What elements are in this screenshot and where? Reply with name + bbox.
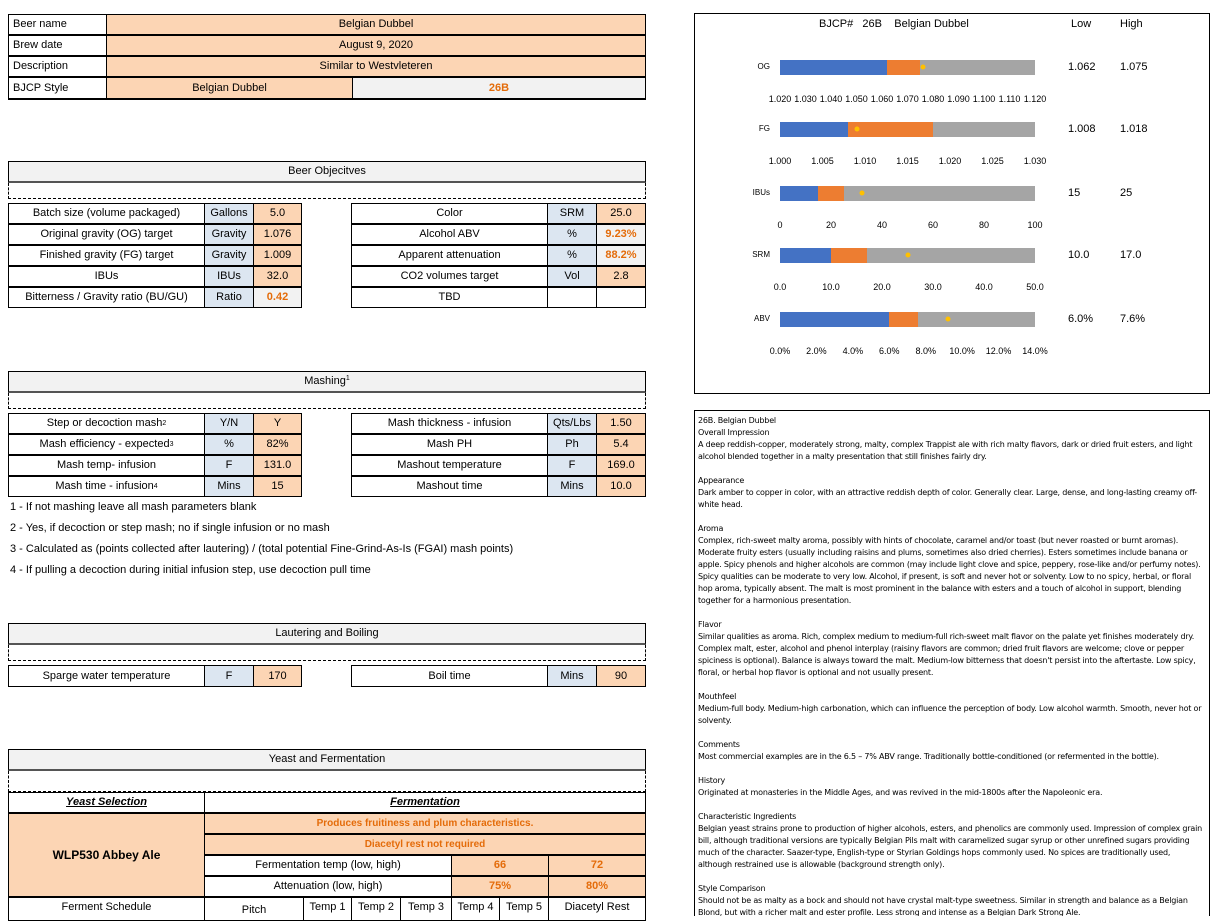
chart-tick-label: 8.0% <box>915 346 936 356</box>
mashout-temp-value[interactable]: 169.0 <box>596 455 646 476</box>
chart-tick-label: 1.010 <box>853 156 877 166</box>
chart-target-marker <box>920 65 925 70</box>
style-desc-text: A deep reddish-copper, moderately strong, malty, complex Trappist ale with rich malty flavors, dark or dried fruit esters, and light alcohol blended together in a malty presentation that still finishes fairly dry. <box>698 440 1193 461</box>
chart-tick-label: 0.0% <box>769 346 791 356</box>
style-desc-text: Similar qualities as aroma. Rich, complex medium to medium-full rich-sweet malt flavor on the palate yet finishes moderately dry. Complex malt, ester, alcohol and phenol interplay (raisiny flavors are common; dried fruit flavors are welcome; clove or pepper spiciness is optional). Balance is always toward the malt. Medium-low bitterness that doesn't persist into the aftertaste. Low spicy, floral, or herbal hop flavor is optional and not usually present. <box>698 632 1196 677</box>
chart-category-label: SRM <box>752 250 770 259</box>
chart-tick-label: 1.120 <box>1023 94 1047 104</box>
ferment-temp-label: Fermentation temp (low, high) <box>204 855 452 876</box>
yeast-note-2: Diacetyl rest not required <box>204 834 646 855</box>
fg-target-unit: Gravity <box>204 245 254 266</box>
style-desc-section <box>698 619 1206 679</box>
mashout-time-unit: Mins <box>547 476 597 497</box>
mash-time-value[interactable]: 15 <box>253 476 302 497</box>
mash-temp-value[interactable]: 131.0 <box>253 455 302 476</box>
style-desc-text: Should not be as malty as a bock and should not have crystal malt-type sweetness. Similar in strength and balance as a Belgian Blond, but with a richer malt and ester profile. Less strong and intense as a Belgian Dark Strong Ale. <box>698 896 1188 916</box>
style-desc-text: Belgian yeast strains prone to production of higher alcohols, esters, and phenolics are commonly used. Impression of complex grain bill, although traditional versions are typically Belgian Pils malt with caramelized sugar syrup or other unrefined sugars providing much of the character. Saazer-type, English-type or Styrian Goldings hops commonly used. No spices are traditionally used, although restrained use is allowable (background strength only). <box>698 824 1202 869</box>
tbd-value[interactable] <box>596 287 646 308</box>
mash-ph-value[interactable]: 5.4 <box>596 434 646 455</box>
mash-ph-unit: Ph <box>547 434 597 455</box>
style-desc-text: Originated at monasteries in the Middle Ages, and was revived in the mid-1800s after the Napoleonic era. <box>698 788 1103 797</box>
chart-tick-label: 10.0 <box>822 282 840 292</box>
style-desc-heading: Style Comparison <box>698 884 766 893</box>
boil-time-label: Boil time <box>351 665 548 687</box>
color-label: Color <box>351 203 548 224</box>
style-desc-heading: Comments <box>698 740 740 749</box>
style-desc-heading: Appearance <box>698 476 745 485</box>
step-mash-label <box>8 413 205 434</box>
chart-tick-label: 1.110 <box>998 94 1021 104</box>
mash-thickness-value[interactable]: 1.50 <box>596 413 646 434</box>
fg-target-label: Finished gravity (FG) target <box>8 245 205 266</box>
chart-bar-above-range <box>920 60 1035 75</box>
mash-temp-unit: F <box>204 455 254 476</box>
chart-tick-label: 40 <box>876 220 888 230</box>
schedule-col-temp1: Temp 1 <box>303 897 352 921</box>
chart-tick-label: 1.005 <box>811 156 834 166</box>
sparge-value[interactable]: 170 <box>253 665 302 687</box>
color-value[interactable]: 25.0 <box>596 203 646 224</box>
ibus-label: IBUs <box>8 266 205 287</box>
schedule-col-temp4: Temp 4 <box>451 897 500 921</box>
chart-low-value: 10.0 <box>1068 249 1090 261</box>
step-mash-value[interactable]: Y <box>253 413 302 434</box>
style-desc-section <box>698 523 1206 607</box>
chart-target-marker <box>905 253 910 258</box>
batch-size-unit: Gallons <box>204 203 254 224</box>
abv-value: 9.23% <box>596 224 646 245</box>
chart-bar-below-range <box>780 186 818 201</box>
mash-time-label-text: Mash time - infusion <box>55 480 154 492</box>
chart-tick-label: 4.0% <box>842 346 864 356</box>
chart-target-marker <box>854 127 859 132</box>
style-desc-heading: Characteristic Ingredients <box>698 812 797 821</box>
mashing-note-4: 4 - If pulling a decoction during initial infusion step, use decoction pull time <box>10 564 371 576</box>
mash-efficiency-label-text: Mash efficiency - expected <box>39 438 170 450</box>
chart-title-prefix: BJCP# <box>819 18 854 30</box>
mash-temp-label: Mash temp- infusion <box>8 455 205 476</box>
bu-gu-value: 0.42 <box>253 287 302 308</box>
chart-tick-label: 10.0% <box>949 346 975 356</box>
og-target-value[interactable]: 1.076 <box>253 224 302 245</box>
chart-tick-label: 60 <box>927 220 939 230</box>
color-unit: SRM <box>547 203 597 224</box>
mash-ph-label: Mash PH <box>351 434 548 455</box>
objectives-spacer <box>8 183 646 199</box>
style-desc-section <box>698 883 1206 916</box>
chart-tick-label: 1.100 <box>972 94 996 104</box>
og-target-label: Original gravity (OG) target <box>8 224 205 245</box>
co2-label: CO2 volumes target <box>351 266 548 287</box>
boil-time-value[interactable]: 90 <box>596 665 646 687</box>
mashout-time-value[interactable]: 10.0 <box>596 476 646 497</box>
chart-bar-above-range <box>918 312 1035 327</box>
mash-efficiency-unit: % <box>204 434 254 455</box>
chart-bar-style-range <box>887 60 920 75</box>
style-desc-section <box>698 775 1206 799</box>
co2-value[interactable]: 2.8 <box>596 266 646 287</box>
chart-category-label: FG <box>758 124 770 133</box>
chart-tick-label: 1.080 <box>921 94 945 104</box>
style-desc-sections <box>698 427 1206 916</box>
mash-time-label <box>8 476 205 497</box>
yeast-title: Yeast and Fermentation <box>8 749 646 771</box>
chart-bar-style-range <box>831 248 867 263</box>
chart-tick-label: 80 <box>978 220 990 230</box>
mashing-title-sup: 1 <box>345 375 350 382</box>
ferment-schedule-label: Ferment Schedule <box>8 897 205 921</box>
style-desc-heading: Flavor <box>698 620 722 629</box>
mash-thickness-label: Mash thickness - infusion <box>351 413 548 434</box>
bjcp-style-cell[interactable]: Belgian Dubbel <box>106 77 353 99</box>
chart-tick-label: 40.0 <box>975 282 993 292</box>
mashout-temp-unit: F <box>547 455 597 476</box>
chart-tick-label: 1.020 <box>768 94 792 104</box>
mashing-title-text: Mashing <box>304 375 346 387</box>
bu-gu-unit: Ratio <box>204 287 254 308</box>
mash-time-unit: Mins <box>204 476 254 497</box>
attenuation-low: 75% <box>451 876 549 897</box>
lautering-spacer <box>8 645 646 661</box>
chart-tick-label: 0 <box>777 220 783 230</box>
fg-target-value[interactable]: 1.009 <box>253 245 302 266</box>
beer-name-cell[interactable]: Belgian Dubbel <box>106 14 646 35</box>
yeast-note-1: Produces fruitiness and plum characteristics. <box>204 813 646 834</box>
chart-tick-label: 1.030 <box>794 94 817 104</box>
chart-high-value: 1.018 <box>1120 123 1148 135</box>
chart-bar-style-range <box>848 122 933 137</box>
mashing-title <box>8 371 646 393</box>
schedule-col-temp5: Temp 5 <box>499 897 549 921</box>
chart-tick-label: 14.0% <box>1022 346 1048 356</box>
chart-target-marker <box>859 191 864 196</box>
step-mash-label-text: Step or decoction mash <box>46 417 163 429</box>
mash-time-sup: 4 <box>153 483 158 490</box>
attenuation-label: Apparent attenuation <box>351 245 548 266</box>
chart-low-value: 6.0% <box>1068 313 1094 325</box>
chart-target-marker <box>946 317 951 322</box>
ferment-temp-high[interactable]: 72 <box>548 855 646 876</box>
chart-tick-label: 20 <box>825 220 837 230</box>
chart-bar-above-range <box>867 248 1035 263</box>
chart-bar-below-range <box>780 122 848 137</box>
mashing-note-1: 1 - If not mashing leave all mash parameters blank <box>10 501 257 513</box>
schedule-col-pitch: Pitch <box>204 897 304 921</box>
abv-label: Alcohol ABV <box>351 224 548 245</box>
style-desc-heading: Aroma <box>698 524 724 533</box>
style-desc-text: Complex, rich-sweet malty aroma, possibly with hints of chocolate, caramel and/or toast (but never roasted or burnt aromas). Moderate fruity esters (usually including raisins and plums, sometimes also dried cherries). Esters sometimes include banana or apple. Spicy phenols and higher alcohols are common (may include light clove and spice, peppery, rose-like and/or perfumy notes). Spicy qualities can be moderate to very low. Alcohol, if present, is soft and never hot or solventy. Low to no spicy, herbal, or floral hop aroma, typically absent. The malt is most prominent in the balance with esters and a touch of alcohol in support, blending together for a harmonious presentation. <box>698 536 1201 605</box>
style-desc-heading: Mouthfeel <box>698 692 737 701</box>
sparge-unit: F <box>204 665 254 687</box>
chart-tick-label: 20.0 <box>873 282 891 292</box>
chart-category-label: ABV <box>753 314 770 323</box>
style-range-chart <box>694 13 1210 394</box>
objectives-title: Beer Objecitves <box>8 161 646 183</box>
style-desc-section <box>698 811 1206 871</box>
chart-tick-label: 1.030 <box>1023 156 1047 166</box>
fermentation-header: Fermentation <box>204 792 646 813</box>
tbd-label: TBD <box>351 287 548 308</box>
co2-unit: Vol <box>547 266 597 287</box>
chart-tick-label: 1.020 <box>938 156 962 166</box>
description-cell[interactable]: Similar to Westvleteren <box>106 56 646 77</box>
style-desc-text: Medium-full body. Medium-high carbonation, which can influence the perception of body. Low alcohol warmth. Smooth, never hot or solventy. <box>698 704 1202 725</box>
style-desc-text: Dark amber to copper in color, with an attractive reddish depth of color. Generally clear. Large, dense, and long-lasting creamy off-white head. <box>698 488 1197 509</box>
chart-tick-label: 1.050 <box>845 94 868 104</box>
mashout-time-label: Mashout time <box>351 476 548 497</box>
style-desc-heading: History <box>698 776 726 785</box>
mash-efficiency-sup: 3 <box>169 441 174 448</box>
brew-date-cell[interactable]: August 9, 2020 <box>106 35 646 56</box>
step-mash-unit: Y/N <box>204 413 254 434</box>
style-desc-text: Most commercial examples are in the 6.5 – 7% ABV range. Traditionally bottle-conditioned (or refermented in the bottle). <box>698 752 1159 761</box>
style-desc-title: 26B. Belgian Dubbel <box>698 416 776 425</box>
chart-bar-above-range <box>933 122 1035 137</box>
attenuation-range-label: Attenuation (low, high) <box>204 876 452 897</box>
sparge-label: Sparge water temperature <box>8 665 205 687</box>
chart-tick-label: 6.0% <box>879 346 900 356</box>
style-desc-section <box>698 427 1206 463</box>
yeast-name-cell[interactable]: WLP530 Abbey Ale <box>8 813 205 897</box>
chart-high-value: 7.6% <box>1120 313 1146 325</box>
chart-category-label: IBUs <box>752 188 770 197</box>
ferment-temp-low[interactable]: 66 <box>451 855 549 876</box>
chart-bar-below-range <box>780 312 889 327</box>
style-description <box>694 410 1210 916</box>
beer-info-bottom-rule <box>8 98 646 100</box>
schedule-col-diacetyl: Diacetyl Rest <box>548 897 646 921</box>
chart-bar-below-range <box>780 60 887 75</box>
bu-gu-label: Bitterness / Gravity ratio (BU/GU) <box>8 287 205 308</box>
schedule-col-temp2: Temp 2 <box>351 897 401 921</box>
description-label: Description <box>8 56 107 77</box>
chart-tick-label: 0.0 <box>773 282 787 292</box>
chart-bar-below-range <box>780 248 831 263</box>
chart-tick-label: 1.015 <box>896 156 919 166</box>
boil-time-unit: Mins <box>547 665 597 687</box>
ibus-value[interactable]: 32.0 <box>253 266 302 287</box>
chart-tick-label: 100 <box>1027 220 1043 230</box>
attenuation-value: 88.2% <box>596 245 646 266</box>
attenuation-high: 80% <box>548 876 646 897</box>
style-desc-section <box>698 691 1206 727</box>
chart-high-header: High <box>1120 18 1143 30</box>
chart-tick-label: 1.070 <box>896 94 919 104</box>
bjcp-code-cell: 26B <box>352 77 646 99</box>
chart-tick-label: 50.0 <box>1026 282 1044 292</box>
og-target-unit: Gravity <box>204 224 254 245</box>
abv-unit: % <box>547 224 597 245</box>
chart-low-value: 1.062 <box>1068 61 1096 73</box>
chart-tick-label: 1.000 <box>768 156 792 166</box>
chart-low-header: Low <box>1071 18 1092 30</box>
chart-bar-style-range <box>889 312 918 327</box>
chart-tick-label: 12.0% <box>985 346 1012 356</box>
chart-low-value: 15 <box>1068 187 1081 199</box>
chart-tick-label: 1.040 <box>819 94 843 104</box>
step-mash-sup: 2 <box>162 420 167 427</box>
chart-tick-label: 2.0% <box>806 346 827 356</box>
chart-category-label: OG <box>757 62 770 71</box>
mash-thickness-unit: Qts/Lbs <box>547 413 597 434</box>
tbd-unit <box>547 287 597 308</box>
chart-tick-label: 30.0 <box>924 282 942 292</box>
chart-high-value: 25 <box>1120 187 1133 199</box>
chart-bar-above-range <box>844 186 1035 201</box>
attenuation-unit: % <box>547 245 597 266</box>
chart-tick-label: 1.090 <box>947 94 970 104</box>
mashout-temp-label: Mashout temperature <box>351 455 548 476</box>
mashing-note-3: 3 - Calculated as (points collected after lautering) / (total potential Fine-Grind-As-Is (FGAI) mash points) <box>10 543 514 555</box>
brew-date-label: Brew date <box>8 35 107 56</box>
lautering-title: Lautering and Boiling <box>8 623 646 645</box>
chart-title-code: 26B <box>862 18 882 30</box>
style-desc-section <box>698 475 1206 511</box>
chart-tick-label: 1.025 <box>981 156 1004 166</box>
mash-efficiency-value[interactable]: 82% <box>253 434 302 455</box>
mashing-note-2: 2 - Yes, if decoction or step mash; no if single infusion or no mash <box>10 522 330 534</box>
bjcp-style-label: BJCP Style <box>8 77 107 99</box>
chart-bar-style-range <box>818 186 844 201</box>
schedule-col-temp3: Temp 3 <box>400 897 452 921</box>
chart-title-style: Belgian Dubbel <box>894 18 969 30</box>
batch-size-value[interactable]: 5.0 <box>253 203 302 224</box>
chart-title <box>819 18 969 30</box>
batch-size-label: Batch size (volume packaged) <box>8 203 205 224</box>
beer-name-label: Beer name <box>8 14 107 35</box>
chart-low-value: 1.008 <box>1068 123 1096 135</box>
chart-tick-label: 1.060 <box>870 94 894 104</box>
chart-high-value: 1.075 <box>1120 61 1148 73</box>
style-desc-section <box>698 739 1206 763</box>
yeast-selection-header: Yeast Selection <box>8 792 205 813</box>
mashing-spacer <box>8 393 646 409</box>
chart-high-value: 17.0 <box>1120 249 1142 261</box>
yeast-spacer <box>8 771 646 792</box>
mash-efficiency-label <box>8 434 205 455</box>
ibus-unit: IBUs <box>204 266 254 287</box>
style-desc-heading: Overall Impression <box>698 428 770 437</box>
